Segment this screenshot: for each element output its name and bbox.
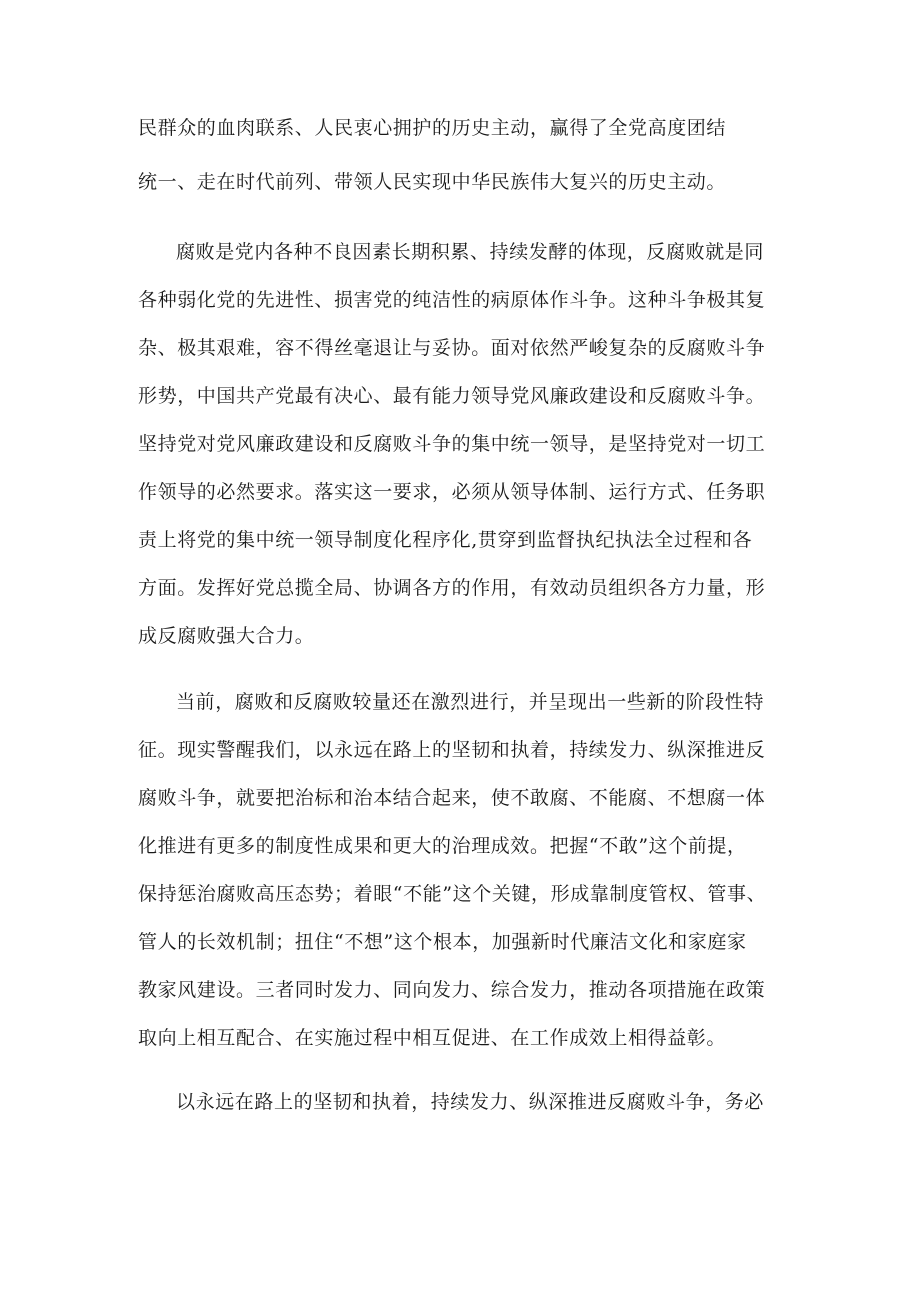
text-line: 民群众的血肉联系、人民衷心拥护的历史主动，赢得了全党高度团结 <box>138 117 727 139</box>
text-line: 征。现实警醒我们，以永远在路上的坚韧和执着，持续发力、纵深推进反 <box>138 739 766 761</box>
text-line: 成反腐败强大合力。 <box>138 625 315 647</box>
text-line: 各种弱化党的先进性、损害党的纯洁性的病原体作斗争。这种斗争极其复 <box>138 289 766 311</box>
text-line: 化推进有更多的制度性成果和更大的治理成效。把握“不敢”这个前提， <box>138 835 747 857</box>
text-line: 方面。发挥好党总揽全局、协调各方的作用，有效动员组织各方力量，形 <box>138 577 766 599</box>
text-line: 腐败是党内各种不良因素长期积累、持续发酵的体现，反腐败就是同 <box>176 241 765 263</box>
text-line: 坚持党对党风廉政建设和反腐败斗争的集中统一领导，是坚持党对一切工 <box>138 433 766 455</box>
text-line: 统一、走在时代前列、带领人民实现中华民族伟大复兴的历史主动。 <box>138 171 727 193</box>
text-line: 腐败斗争，就要把治标和治本结合起来，使不敢腐、不能腐、不想腐一体 <box>138 787 766 809</box>
text-line: 责上将党的集中统一领导制度化程序化,贯穿到监督执纪执法全过程和各 <box>138 529 753 551</box>
text-line: 以永远在路上的坚韧和执着，持续发力、纵深推进反腐败斗争，务必 <box>176 1091 765 1113</box>
text-line: 当前，腐败和反腐败较量还在激烈进行，并呈现出一些新的阶段性特 <box>176 691 765 713</box>
text-line: 形势，中国共产党最有决心、最有能力领导党风廉政建设和反腐败斗争。 <box>138 385 766 407</box>
text-line: 教家风建设。三者同时发力、同向发力、综合发力，推动各项措施在政策 <box>138 979 766 1001</box>
text-line: 保持惩治腐败高压态势；着眼“不能”这个关键，形成靠制度管权、管事、 <box>138 883 767 905</box>
text-line: 管人的长效机制；扭住“不想”这个根本，加强新时代廉洁文化和家庭家 <box>138 931 747 953</box>
text-line: 作领导的必然要求。落实这一要求，必须从领导体制、运行方式、任务职 <box>138 481 766 503</box>
text-line: 取向上相互配合、在实施过程中相互促进、在工作成效上相得益彰。 <box>138 1027 727 1049</box>
text-line: 杂、极其艰难，容不得丝毫退让与妥协。面对依然严峻复杂的反腐败斗争 <box>138 337 766 359</box>
